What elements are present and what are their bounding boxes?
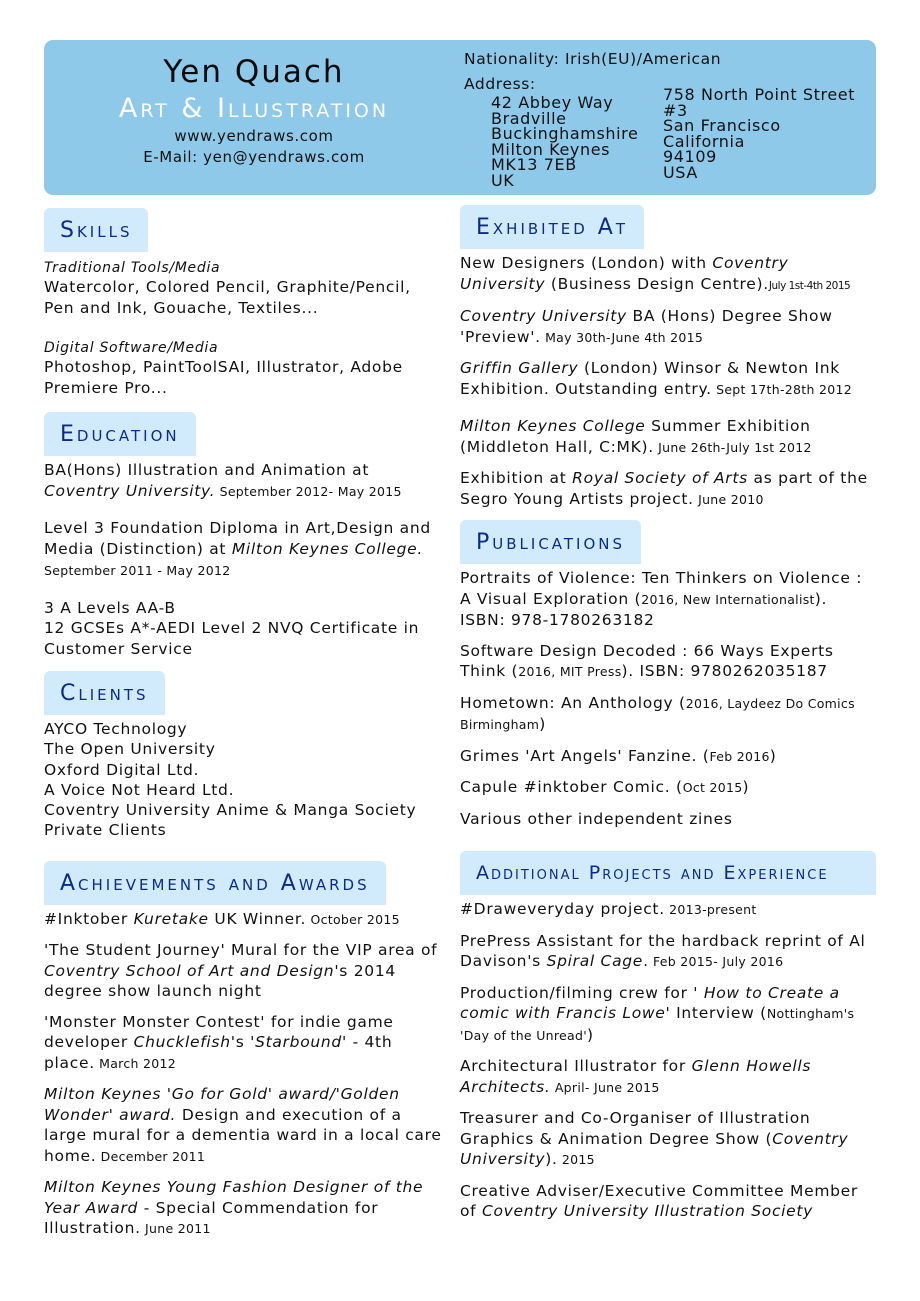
exhibited-section [460, 205, 876, 510]
profession-subtitle: Art & Illustration [118, 93, 390, 124]
award-entry [44, 909, 444, 931]
exhibition-text: (London) Winsor & Newton Ink Exhibition. Outstanding entry. [460, 359, 840, 398]
exhibition-text: (Business Design Centre). [545, 274, 769, 293]
address-us [663, 87, 855, 188]
award-text: Chucklefish [133, 1033, 231, 1052]
award-text: Design and execution of a large mural for a dementia ward in a local care home. [44, 1105, 442, 1165]
exhibition-text: New Designers (London) with [460, 254, 713, 272]
address-line: Bradville [491, 108, 567, 128]
award-text: - Special Commendation for Illustration. [44, 1198, 379, 1238]
publications-heading: Publications [460, 520, 641, 564]
project-text: . [643, 952, 649, 970]
project-text: Treasurer and Co-Organiser of Illustration Graphics & Animation Degree Show ( [460, 1109, 811, 1148]
publication-text: ) [539, 715, 546, 733]
date: June 2011 [140, 1221, 211, 1237]
education-section [44, 412, 444, 659]
publisher: 2016, MIT Press [518, 664, 622, 679]
address-line: 758 North Point Street [663, 85, 856, 104]
exhibition-text: Royal Society of Arts [572, 469, 748, 487]
identity-block [44, 52, 464, 168]
publication-text: Portraits of Violence: Ten Thinkers on Violence : A Visual Exploration ( [460, 569, 863, 608]
publication-text: ) [769, 746, 777, 765]
publication-entry [460, 777, 876, 799]
publication-text: Grimes 'Art Angels' Fanzine. ( [460, 746, 710, 765]
date: Feb 2015- July 2016 [648, 954, 784, 969]
publication-text: Various other independent zines [460, 809, 733, 828]
exhibition-text: BA (Hons) Degree Show 'Preview'. [460, 307, 833, 346]
date: April- June 2015 [550, 1079, 660, 1095]
award-text: Coventry School of Art and Design [44, 961, 335, 980]
address-line: San Francisco [663, 116, 781, 135]
clients-list [44, 719, 444, 841]
date: Oct 2015 [682, 780, 743, 795]
exhibition-entry [460, 468, 876, 510]
date: 2015 [557, 1152, 595, 1167]
client-item: AYCO Technology [44, 720, 188, 738]
project-entry [460, 931, 876, 973]
address-uk [491, 95, 663, 188]
awards-heading: Achievements and Awards [44, 861, 386, 905]
date: Sept 17th-28th 2012 [711, 381, 852, 397]
address-line: Milton Keynes [491, 139, 611, 159]
date: September 2012- May 2015 [215, 483, 402, 499]
address-line: 94109 [663, 147, 717, 166]
left-column [44, 208, 444, 1250]
address-line: California [663, 131, 745, 151]
date: December 2011 [96, 1148, 206, 1164]
project-text: Production/filming crew for ' [460, 983, 704, 1002]
date: Feb 2016 [709, 748, 770, 764]
date: May 30th-June 4th 2015 [540, 329, 704, 345]
traditional-label: Traditional Tools/Media [44, 260, 221, 276]
publication-entry [460, 568, 876, 631]
website-link[interactable]: www.yendraws.com [174, 127, 334, 145]
award-entry [44, 940, 444, 1002]
address-line: Buckinghamshire [491, 124, 639, 143]
client-item: A Voice Not Heard Ltd. [44, 780, 235, 799]
client-item: Private Clients [44, 821, 167, 840]
education-heading: Education [44, 412, 196, 456]
institution: Coventry University. [44, 481, 216, 500]
exhibition-text: Milton Keynes College [460, 417, 646, 435]
date: June 26th-July 1st 2012 [653, 439, 812, 455]
award-text: Starbound [255, 1033, 342, 1052]
award-text: Kuretake [133, 909, 209, 928]
email-link[interactable]: E-Mail: yen@yendraws.com [143, 148, 365, 166]
project-text: Spiral Cage [546, 952, 644, 970]
exhibited-heading: Exhibited At [460, 205, 644, 249]
degree-text: BA(Hons) Illustration and Animation at [44, 461, 370, 479]
skills-heading: Skills [44, 208, 148, 252]
award-text: #Inktober [44, 909, 134, 928]
award-text: UK Winner. [208, 909, 307, 928]
award-text: 'The Student Journey' Mural for the VIP area of [44, 941, 438, 960]
date: October 2015 [306, 911, 400, 927]
institution: Milton Keynes College. [231, 539, 423, 558]
client-item: Oxford Digital Ltd. [44, 760, 200, 779]
publication-text: Software Design Decoded : 66 Ways Experts Think ( [460, 641, 834, 680]
exhibition-text: Coventry University [460, 254, 789, 293]
project-text: Coventry University Illustration Society [481, 1202, 814, 1220]
event-name: Nottingham's 'Day of the Unread' [460, 1006, 855, 1043]
project-entry [460, 899, 876, 921]
address-label: Address: [464, 75, 536, 93]
education-entry [44, 598, 444, 660]
addresses [491, 85, 856, 190]
exhibition-entry [460, 416, 876, 458]
address-line: 42 Abbey Way [491, 93, 614, 112]
publication-entry [460, 641, 876, 683]
project-text: How to Create a comic with Francis Lowe [460, 983, 840, 1022]
exhibition-text: Exhibition at [460, 469, 573, 487]
gcses: 12 GCSEs A*-AEDI Level 2 NVQ Certificate in Customer Service [44, 619, 420, 658]
publication-text: ). ISBN: 9780262035187 [621, 662, 828, 680]
right-column [460, 205, 876, 1232]
personal-details [464, 48, 855, 188]
date: 2013-present [664, 902, 757, 917]
education-entry [44, 460, 444, 502]
clients-section [44, 671, 444, 841]
project-text: ) [586, 1025, 594, 1044]
person-name: Yen Quach [163, 54, 345, 90]
publications-section [460, 520, 876, 829]
project-entry [460, 1181, 876, 1222]
client-item: Coventry University Anime & Manga Society [44, 801, 417, 820]
skills-section [44, 208, 444, 398]
traditional-skills: Watercolor, Colored Pencil, Graphite/Pencil, Pen and Ink, Gouache, Textiles... [44, 278, 411, 317]
header-banner [44, 40, 876, 195]
publisher: 2016, New Internationalist [641, 591, 815, 607]
digital-label: Digital Software/Media [44, 340, 219, 356]
date: June 2010 [693, 491, 764, 507]
project-text: ). [545, 1150, 558, 1168]
degree-text: Level 3 Foundation Diploma in Art,Design and Media (Distinction) at [44, 519, 431, 558]
date: March 2012 [94, 1055, 177, 1071]
publication-text: Hometown: An Anthology ( [460, 693, 686, 712]
publication-entry [460, 746, 876, 768]
digital-skills: Photoshop, PaintToolSAI, Illustrator, Adobe Premiere Pro... [44, 358, 403, 397]
exhibition-entry [460, 358, 876, 400]
date: July 1st-4th 2015 [768, 279, 851, 292]
project-entry [460, 1108, 876, 1171]
exhibition-text: Coventry University [460, 307, 627, 325]
award-text: Milton Keynes Young Fashion Designer of the Year Award [44, 1178, 424, 1217]
project-text: ' Interview ( [665, 1004, 767, 1022]
project-text: #Draweveryday project. [460, 900, 665, 918]
publisher: 2016, Laydeez Do Comics Birmingham [460, 695, 855, 732]
nationality: Nationality: Irish(EU)/American [464, 50, 722, 68]
address-line: USA [663, 162, 698, 182]
project-entry [460, 983, 876, 1047]
awards-section [44, 861, 444, 1240]
address-line: #3 [663, 100, 688, 120]
address-line: UK [491, 170, 515, 190]
date: September 2011 - May 2012 [44, 563, 231, 578]
publication-text: ). ISBN: 978-1780263182 [460, 589, 828, 629]
exhibition-text: as part of the Segro Young Artists project. [460, 469, 868, 508]
award-text: ' - 4th place. [44, 1033, 393, 1072]
publication-text: ) [742, 778, 750, 796]
award-entry [44, 1177, 444, 1240]
exhibition-text: Summer Exhibition (Middleton Hall, C:MK). [460, 417, 811, 456]
projects-section [460, 851, 876, 1222]
exhibition-text: Griffin Gallery [460, 359, 579, 377]
award-text: 's ' [230, 1033, 256, 1052]
award-text: 'Monster Monster Contest' for indie game developer [44, 1012, 394, 1052]
publication-text: Capule #inktober Comic. ( [460, 778, 683, 796]
exhibition-entry [460, 253, 876, 296]
award-entry [44, 1012, 444, 1075]
projects-heading: Additional Projects and Experience [460, 851, 876, 895]
project-text: Architectural Illustrator for [460, 1057, 692, 1075]
a-levels: 3 A Levels AA-B [44, 598, 176, 617]
award-text: 's 2014 degree show launch night [44, 961, 396, 1001]
publication-entry [460, 809, 876, 830]
project-text: PrePress Assistant for the hardback reprint of Al Davison's [460, 931, 866, 970]
exhibition-entry [460, 306, 876, 348]
project-text: Creative Adviser/Executive Committee Member of [460, 1181, 858, 1220]
education-entry [44, 518, 444, 582]
project-text: Coventry University [460, 1129, 849, 1168]
award-entry [44, 1084, 444, 1167]
address-line: MK13 7EB [491, 155, 577, 174]
project-entry [460, 1056, 876, 1098]
project-text: Glenn Howells Architects. [460, 1057, 812, 1096]
publication-entry [460, 693, 876, 736]
client-item: The Open University [44, 740, 216, 759]
clients-heading: Clients [44, 671, 165, 715]
award-text: Milton Keynes 'Go for Gold' award/'Golden Wonder' award. [44, 1085, 400, 1124]
